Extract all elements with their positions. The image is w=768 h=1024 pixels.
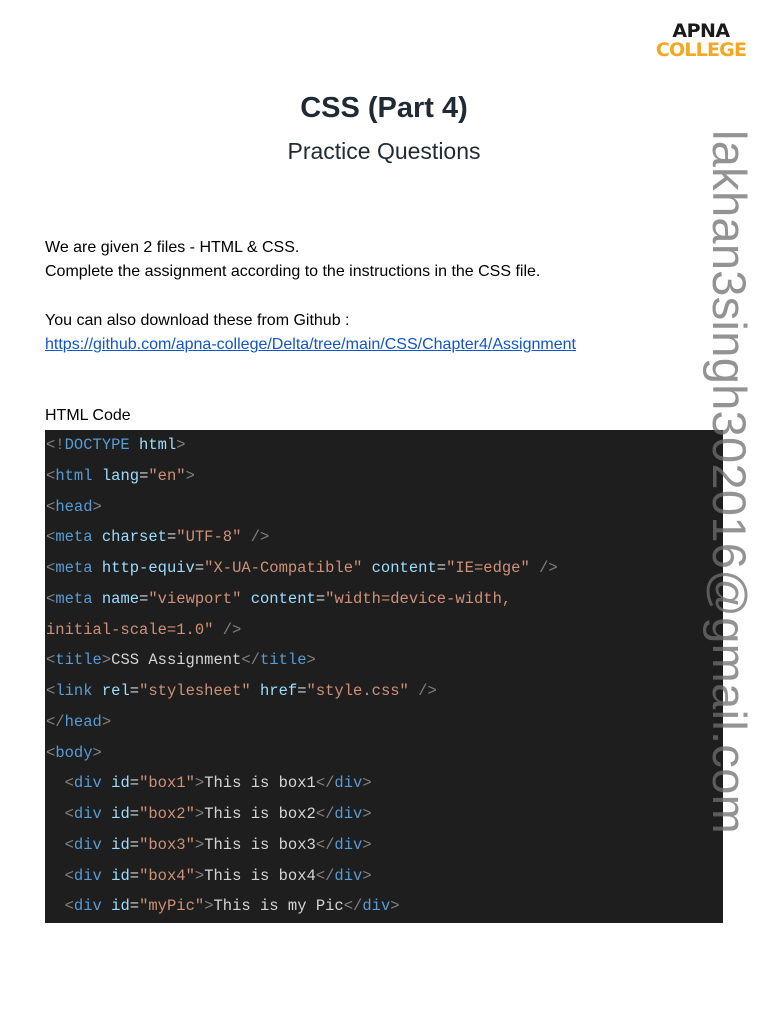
apna-college-logo <box>652 22 750 60</box>
code-token-attr: href <box>260 682 298 700</box>
code-token-tag: div <box>73 835 102 854</box>
code-token-punct: > <box>176 436 186 454</box>
code-token-tag: html <box>55 466 93 485</box>
code-token-text <box>102 805 111 823</box>
code-token-str: "box2" <box>139 805 195 823</box>
code-token-attr: id <box>111 835 130 854</box>
code-token-tag: title <box>259 651 307 670</box>
code-token-eq: = <box>129 897 140 916</box>
code-token-tag: div <box>362 897 391 916</box>
code-token-punct: </ <box>315 774 335 793</box>
code-token-str: "width=device-width, <box>325 589 512 608</box>
code-token-eq: = <box>194 559 205 577</box>
code-token-tag: div <box>334 866 363 885</box>
code-section-label: HTML Code <box>45 407 131 424</box>
code-line <box>45 799 723 830</box>
code-token-punct: < <box>46 559 56 577</box>
logo-line-college: COLLEGE <box>655 39 747 61</box>
code-token-text: CSS Assignment <box>111 651 242 670</box>
code-token-str: "myPic" <box>139 897 205 916</box>
code-token-attr: html <box>139 436 177 454</box>
code-token-tag: div <box>73 866 102 885</box>
code-token-str: "en" <box>148 466 186 485</box>
code-line <box>45 615 723 646</box>
code-token-punct: /> <box>241 528 270 547</box>
code-token-punct: /> <box>529 559 558 577</box>
download-text: You can also download these from Github : <box>45 312 350 329</box>
code-token-text: This is box2 <box>204 805 316 823</box>
code-token-str: "stylesheet" <box>139 682 251 700</box>
code-token-tag: meta <box>55 528 93 547</box>
code-token-text <box>102 897 111 915</box>
code-token-attr: content <box>371 559 437 577</box>
code-token-punct: </ <box>315 835 335 854</box>
code-token-eq: = <box>129 835 140 854</box>
code-token-str: "X-UA-Compatible" <box>204 559 363 577</box>
code-line <box>45 492 723 523</box>
code-token-tag: div <box>73 897 102 916</box>
code-token-text <box>93 467 102 485</box>
code-token-text <box>241 590 250 608</box>
code-line <box>45 676 723 707</box>
code-line <box>45 461 723 492</box>
code-token-punct: < <box>46 651 56 670</box>
code-token-punct: <! <box>46 436 65 454</box>
code-token-attr: id <box>111 805 130 823</box>
intro-paragraph <box>45 236 540 284</box>
code-token-punct: > <box>362 835 372 854</box>
code-token-attr: id <box>111 866 130 885</box>
code-token-attr: charset <box>101 528 167 547</box>
code-token-attr: rel <box>101 682 130 700</box>
code-token-tag: title <box>55 651 102 670</box>
code-token-punct: </ <box>315 805 335 823</box>
code-token-punct: < <box>46 466 56 485</box>
intro-line-files: We are given 2 files - HTML & CSS. <box>45 239 300 256</box>
code-token-text: This is box4 <box>204 866 316 885</box>
code-token-attr: name <box>101 589 140 608</box>
code-token-eq: = <box>166 528 177 547</box>
code-token-text <box>362 559 371 577</box>
code-line <box>45 830 723 861</box>
code-token-punct: > <box>362 774 372 793</box>
code-token-eq: = <box>297 682 307 700</box>
code-line <box>45 522 723 553</box>
code-token-text <box>251 682 260 700</box>
page-subtitle: Practice Questions <box>287 138 481 164</box>
code-token-text <box>102 836 111 854</box>
code-token-str: "UTF-8" <box>176 528 242 547</box>
code-line <box>45 707 723 738</box>
code-token-tag: meta <box>55 589 93 608</box>
code-line <box>45 553 723 584</box>
code-token-eq: = <box>129 805 140 823</box>
code-line <box>45 861 723 892</box>
code-token-text <box>93 590 102 608</box>
code-token-tag: head <box>55 497 93 516</box>
code-token-punct: < <box>64 774 74 793</box>
code-token-tag: div <box>73 805 102 823</box>
code-token-punct: < <box>64 866 74 885</box>
code-token-eq: = <box>139 466 149 485</box>
code-token-attr: lang <box>101 466 140 485</box>
code-token-text <box>102 774 111 792</box>
code-token-punct: > <box>362 805 372 823</box>
logo-line-apna: APNA <box>672 20 730 42</box>
code-token-eq: = <box>315 589 326 608</box>
code-token-text <box>102 867 111 885</box>
code-token-eq: = <box>129 866 140 885</box>
code-token-punct: < <box>46 589 56 608</box>
code-token-text <box>46 897 65 915</box>
code-token-attr: id <box>111 774 130 793</box>
code-token-punct: > <box>306 651 316 670</box>
code-token-tag: head <box>64 712 102 731</box>
code-token-str: "box1" <box>139 774 195 793</box>
page-title: CSS (Part 4) <box>300 92 468 124</box>
download-paragraph <box>45 309 576 357</box>
code-token-punct: < <box>46 743 56 762</box>
code-token-text <box>46 774 65 792</box>
code-token-tag: body <box>55 743 93 762</box>
code-token-attr: id <box>111 897 130 916</box>
code-token-punct: < <box>46 497 56 516</box>
code-token-str: "IE=edge" <box>446 559 530 577</box>
code-token-tag: div <box>334 774 363 793</box>
code-token-text <box>46 805 65 823</box>
code-token-punct: > <box>92 497 102 516</box>
code-token-tag: link <box>55 682 93 700</box>
code-token-str: "box4" <box>139 866 195 885</box>
code-token-text: This is my Pic <box>213 897 344 916</box>
code-token-punct: < <box>64 805 74 823</box>
code-token-text <box>46 836 65 854</box>
code-token-punct: > <box>92 743 102 762</box>
code-token-str: "style.css" <box>306 682 409 700</box>
code-token-tag: div <box>73 774 102 793</box>
code-token-punct: > <box>362 866 372 885</box>
code-token-eq: = <box>129 774 140 793</box>
code-token-punct: </ <box>315 866 335 885</box>
code-line <box>45 584 723 615</box>
code-token-tag: DOCTYPE <box>64 436 130 454</box>
code-token-text <box>93 559 102 577</box>
code-token-punct: > <box>185 466 195 485</box>
code-token-eq: = <box>436 559 447 577</box>
github-link[interactable]: https://github.com/apna-college/Delta/tree/main/CSS/Chapter4/Assignment <box>45 336 576 353</box>
code-token-tag: div <box>334 835 363 854</box>
code-token-punct: < <box>46 682 56 700</box>
code-line <box>45 738 723 769</box>
code-line <box>45 768 723 799</box>
code-token-text <box>130 436 139 454</box>
code-token-punct: > <box>390 897 400 916</box>
code-token-punct: > <box>194 866 205 885</box>
code-token-tag: div <box>334 805 363 823</box>
code-line <box>45 645 723 676</box>
code-token-punct: < <box>64 897 74 916</box>
code-token-eq: = <box>129 682 140 700</box>
code-token-text: This is box1 <box>204 774 316 793</box>
code-token-eq: = <box>139 589 149 608</box>
code-token-attr: http-equiv <box>101 559 195 577</box>
code-line <box>45 891 723 922</box>
code-token-punct: /> <box>408 682 437 700</box>
code-token-text: This is box3 <box>204 835 316 854</box>
code-token-str: "viewport" <box>148 589 242 608</box>
code-line <box>45 430 723 461</box>
code-token-punct: /> <box>213 620 242 639</box>
code-token-str: "box3" <box>139 835 195 854</box>
code-token-text <box>93 682 102 700</box>
code-token-str: initial-scale=1.0" <box>46 620 214 639</box>
code-token-punct: > <box>101 712 112 731</box>
code-token-punct: > <box>204 897 214 916</box>
code-token-punct: > <box>194 805 205 823</box>
code-token-punct: </ <box>241 651 260 670</box>
code-token-punct: </ <box>343 897 363 916</box>
code-token-punct: </ <box>46 712 65 731</box>
code-token-punct: > <box>101 651 112 670</box>
code-token-punct: < <box>46 528 56 547</box>
email-watermark: lakhan3singh302016@gmail.com <box>703 130 756 835</box>
code-token-text <box>93 528 102 546</box>
code-token-tag: meta <box>55 559 93 577</box>
intro-line-instructions: Complete the assignment according to the instructions in the CSS file. <box>45 263 541 280</box>
html-code-block <box>45 430 723 923</box>
code-token-punct: > <box>194 774 205 793</box>
code-token-attr: content <box>250 589 316 608</box>
code-token-punct: > <box>194 835 205 854</box>
code-token-punct: < <box>64 835 74 854</box>
code-token-text <box>46 867 65 885</box>
